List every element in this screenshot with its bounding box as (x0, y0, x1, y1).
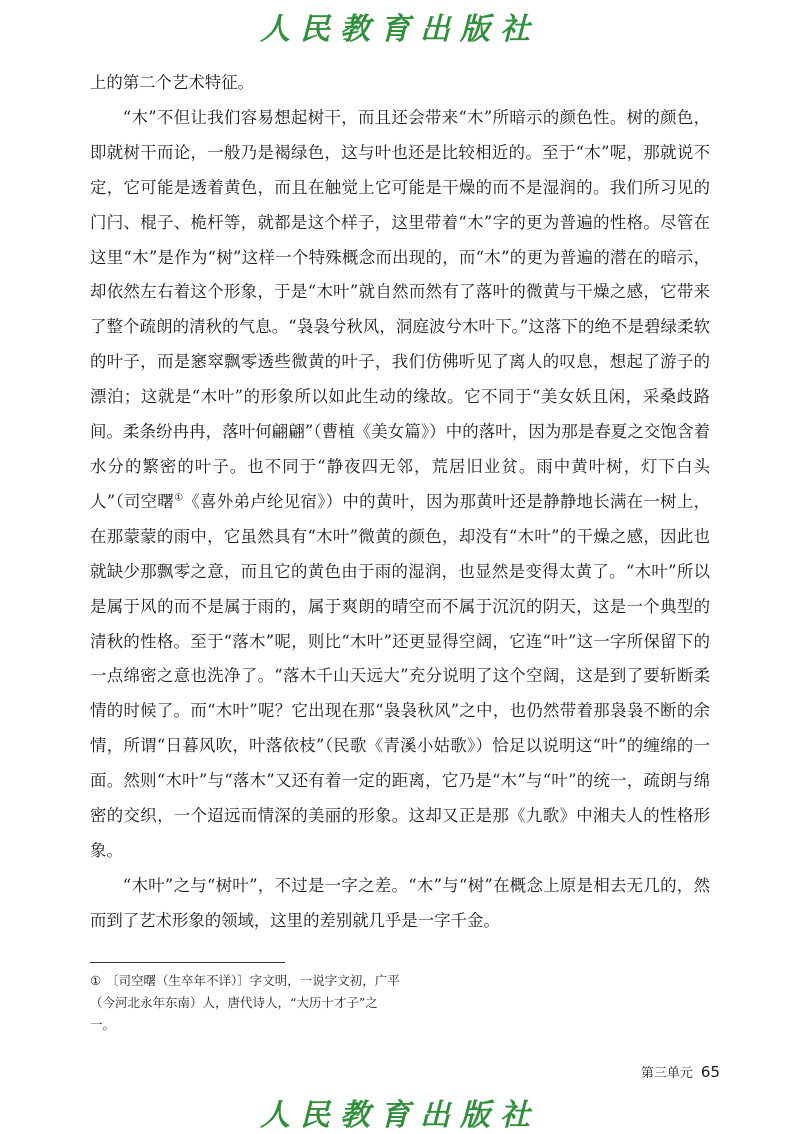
article-body (90, 66, 710, 939)
footnote-marker[interactable]: ① (174, 492, 184, 504)
paragraph-conclusion: “木叶”之与“树叶”，不过是一字之差。“木”与“树”在概念上原是相去无几的，然而到了艺术形象的领域，这里的差别就几乎是一字千金。 (90, 875, 710, 930)
paragraph-mu-ye-color (90, 101, 710, 869)
paragraph-text-continued: 《喜外弟卢纶见宿》）中的黄叶，因为那黄叶还是静静地长满在一树上，在那蒙蒙的雨中，它虽然具有“木叶”微黄的颜色，却没有“木叶”的干燥之感，因此也就缺少那飘零之意，而且它的黄色由于雨的湿润，也显然是变得太黄了。“木叶”所以是属于风的而不是属于雨的，属于爽朗的晴空而不属于沉沉的阴天，这是一个典型的清秋的性格。至于“落木”呢，则比“木叶”还更显得空阔，它连“叶”这一字所保留下的一点绵密之意也洗净了。“落木千山天远大”充分说明了这个空阔，这是到了要斩断柔情的时候了。而“木叶”呢？它出现在那“袅袅秋风”之中，也仍然带着那袅袅不断的余情，所谓“日暮风吹，叶落依枝”（民歌《青溪小姑歌》）恰足以说明这“叶”的缠绵的一面。然则“木叶”与“落木”又还有着一定的距离，它乃是“木”与“叶”的统一，疏朗与绵密的交织，一个迢远而情深的美丽的形象。这却又正是那《九歌》中湘夫人的性格形象。 (90, 491, 710, 860)
footnote (90, 970, 400, 1036)
publisher-logo-top: 人民教育出版社 (260, 12, 540, 47)
page-footer (600, 1062, 720, 1081)
footnote-text: 〔司空曙（生卒年不详）〕字文明，一说字文初，广平（今河北永年东南）人，唐代诗人，“大历十才子”之一。 (90, 973, 400, 1032)
footnote-divider (90, 962, 285, 963)
paragraph-continuation: 上的第二个艺术特征。 (90, 73, 254, 92)
paragraph-text: “木”不但让我们容易想起树干，而且还会带来“木”所暗示的颜色性。树的颜色，即就树干而论，一般乃是褐绿色，这与叶也还是比较相近的。至于“木”呢，那就说不定，它可能是透着黄色，而且在触觉上它可能是干燥的而不是湿润的。我们所习见的门闩、棍子、桅杆等，就都是这个样子，这里带着“木”字的更为普遍的性格。尽管在这里“木”是作为“树”这样一个特殊概念而出现的，而“木”的更为普遍的潜在的暗示，却依然左右着这个形象，于是“木叶”就自然而然有了落叶的微黄与干燥之感，它带来了整个疏朗的清秋的气息。“袅袅兮秋风，洞庭波兮木叶下。”这落下的绝不是碧绿柔软的叶子，而是窸窣飘零透些微黄的叶子，我们仿佛听见了离人的叹息，想起了游子的漂泊；这就是“木叶”的形象所以如此生动的缘故。它不同于“美女妖且闲，采桑歧路间。柔条纷冉冉，落叶何翩翩”（曹植《美女篇》）中的落叶，因为那是春夏之交饱含着水分的繁密的叶子。也不同于“静夜四无邻，荒居旧业贫。雨中黄叶树，灯下白头人”（司空曙 (90, 107, 710, 511)
footnote-number: ① (90, 973, 102, 988)
publisher-logo-bottom: 人民教育出版社 (260, 1098, 540, 1133)
unit-label: 第三单元 (640, 1066, 693, 1081)
page-number: 65 (700, 1063, 720, 1081)
